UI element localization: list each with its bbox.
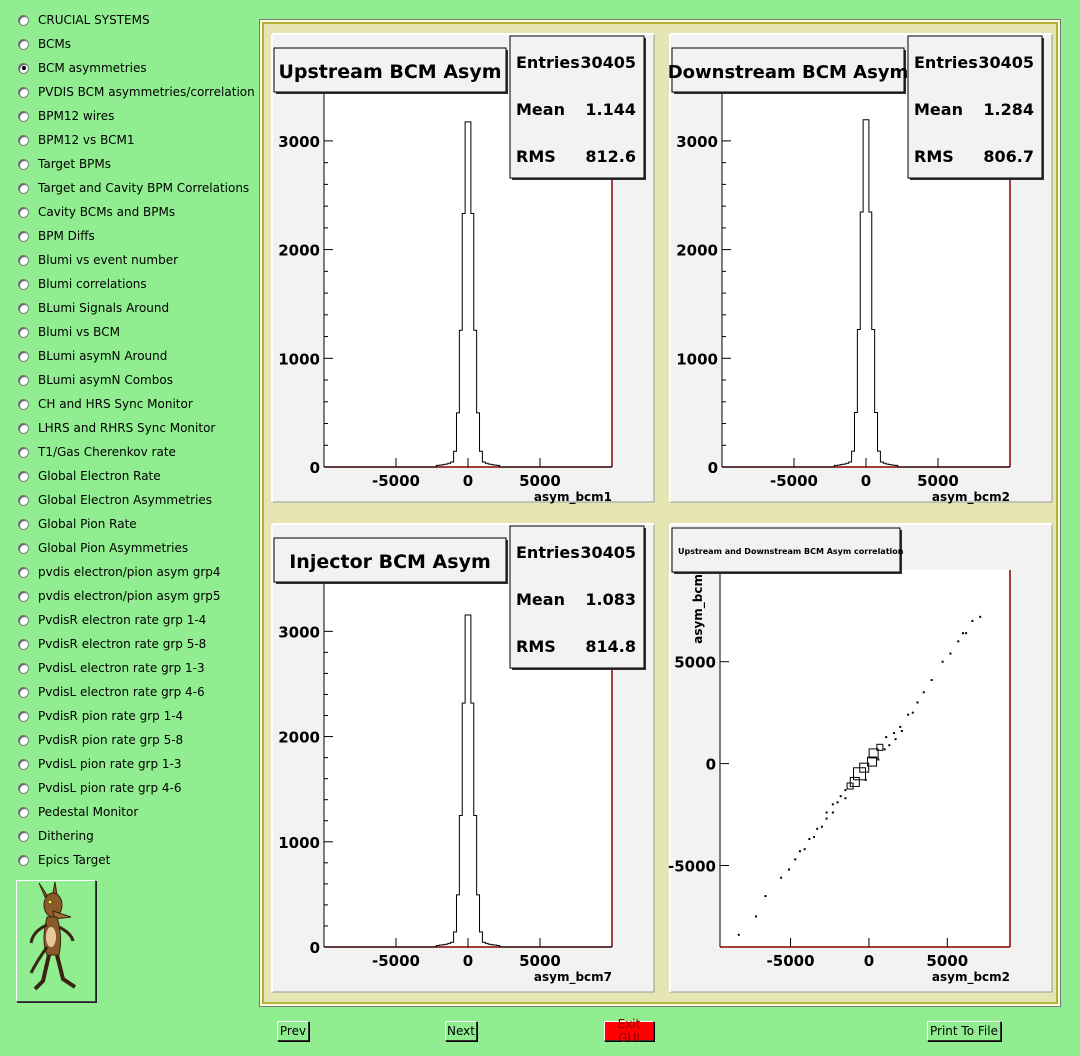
radio-item[interactable]	[18, 850, 110, 870]
radio-item[interactable]	[18, 562, 221, 582]
scatter-point	[764, 895, 766, 897]
radio-button[interactable]	[18, 135, 29, 146]
radio-label: Blumi vs BCM	[38, 325, 120, 339]
radio-item[interactable]	[18, 466, 161, 486]
scatter-point	[844, 797, 846, 799]
next-button[interactable]: Next	[445, 1021, 477, 1041]
radio-button[interactable]	[18, 639, 29, 650]
radio-label: BPM Diffs	[38, 229, 95, 243]
x-axis-label: asym_bcm1	[533, 490, 612, 504]
radio-item[interactable]	[18, 754, 182, 774]
stats-value-rms: 806.7	[983, 147, 1034, 166]
radio-button[interactable]	[18, 255, 29, 266]
radio-item[interactable]	[18, 490, 212, 510]
y-tick-label: 2000	[278, 241, 320, 260]
radio-label: Dithering	[38, 829, 94, 843]
stats-label-mean: Mean	[516, 100, 565, 119]
scatter-point	[949, 653, 951, 655]
scatter-point	[832, 803, 834, 805]
radio-button[interactable]	[18, 735, 29, 746]
radio-button[interactable]	[18, 591, 29, 602]
radio-button[interactable]	[18, 399, 29, 410]
radio-label: BLumi Signals Around	[38, 301, 170, 315]
scatter-point	[788, 869, 790, 871]
x-tick-label: 5000	[519, 472, 561, 490]
radio-label: PvdisL pion rate grp 4-6	[38, 781, 182, 795]
radio-button[interactable]	[18, 687, 29, 698]
radio-item[interactable]	[18, 802, 138, 822]
radio-label: BCMs	[38, 37, 72, 51]
y-tick-label: -5000	[668, 857, 716, 876]
scatter-point	[917, 701, 919, 703]
radio-item[interactable]	[18, 322, 120, 342]
radio-item[interactable]	[18, 250, 178, 270]
radio-label: BCM asymmetries	[38, 61, 147, 75]
scatter-point	[837, 801, 839, 803]
radio-label: pvdis electron/pion asym grp5	[38, 589, 221, 603]
radio-button[interactable]	[18, 831, 29, 842]
radio-item[interactable]	[18, 634, 206, 654]
y-tick-label: 0	[309, 939, 320, 957]
radio-button[interactable]	[18, 207, 29, 218]
radio-label: Global Pion Asymmetries	[38, 541, 189, 555]
radio-button[interactable]	[18, 711, 29, 722]
radio-button[interactable]	[18, 567, 29, 578]
scatter-point	[804, 848, 806, 850]
scatter-point	[816, 828, 818, 830]
scatter-point	[780, 877, 782, 879]
radio-item[interactable]	[18, 442, 176, 462]
radio-item[interactable]	[18, 58, 147, 78]
radio-item[interactable]	[18, 274, 147, 294]
y-tick-label: 0	[309, 459, 320, 477]
root-canvas[interactable]	[262, 22, 1058, 1004]
scatter-point	[888, 744, 890, 746]
radio-item[interactable]	[18, 34, 71, 54]
scatter-point	[808, 838, 810, 840]
radio-item[interactable]	[18, 394, 193, 414]
scatter-point	[895, 738, 897, 740]
scatter-point	[885, 736, 887, 738]
stats-value-mean: 1.144	[585, 100, 636, 119]
x-tick-label: -5000	[770, 472, 818, 490]
radio-label: BLumi asymN Around	[38, 349, 168, 363]
scatter-point	[865, 779, 867, 781]
coyote-mascot-image	[16, 880, 96, 1002]
radio-item[interactable]	[18, 202, 175, 222]
y-tick-label: 3000	[278, 623, 320, 642]
radio-label: LHRS and RHRS Sync Monitor	[38, 421, 216, 435]
canvas-frame	[259, 19, 1061, 1007]
radio-button[interactable]	[18, 111, 29, 122]
radio-label: BPM12 vs BCM1	[38, 133, 135, 147]
plot-area	[720, 570, 1010, 947]
radio-item[interactable]	[18, 418, 215, 438]
radio-item[interactable]	[18, 370, 173, 390]
radio-label: Global Pion Rate	[38, 517, 137, 531]
radio-item[interactable]	[18, 586, 221, 606]
radio-label: Global Electron Rate	[38, 469, 161, 483]
radio-label: Blumi correlations	[38, 277, 147, 291]
scatter-point	[884, 748, 886, 750]
radio-button[interactable]	[18, 39, 29, 50]
stats-value-entries: 30405	[580, 53, 636, 72]
radio-label: Target and Cavity BPM Correlations	[38, 181, 250, 195]
stats-label-mean: Mean	[516, 590, 565, 609]
radio-item[interactable]	[18, 178, 249, 198]
radio-button[interactable]	[18, 303, 29, 314]
radio-item[interactable]	[18, 226, 95, 246]
x-tick-label: 0	[462, 952, 474, 970]
radio-label: Blumi vs event number	[38, 253, 179, 267]
radio-label: PVDIS BCM asymmetries/correlation	[38, 85, 255, 99]
radio-label: PvdisL electron rate grp 1-3	[38, 661, 205, 675]
radio-button[interactable]	[18, 375, 29, 386]
radio-button[interactable]	[18, 471, 29, 482]
scatter-point	[899, 726, 901, 728]
y-tick-label: 0	[705, 755, 716, 774]
radio-label: T1/Gas Cherenkov rate	[38, 445, 176, 459]
scatter-point	[962, 632, 964, 634]
radio-label: CRUCIAL SYSTEMS	[38, 13, 150, 27]
stats-value-entries: 30405	[978, 53, 1034, 72]
radio-label: Epics Target	[38, 853, 111, 867]
radio-item[interactable]	[18, 730, 183, 750]
radio-item[interactable]	[18, 538, 188, 558]
radio-item[interactable]	[18, 778, 182, 798]
y-tick-label: 1000	[676, 350, 718, 369]
scatter-point	[912, 712, 914, 714]
radio-button[interactable]	[18, 327, 29, 338]
radio-button[interactable]	[18, 543, 29, 554]
scatter-point	[893, 732, 895, 734]
radio-label: BLumi asymN Combos	[38, 373, 173, 387]
stats-value-rms: 812.6	[585, 147, 636, 166]
radio-item[interactable]	[18, 346, 167, 366]
radio-button[interactable]	[18, 447, 29, 458]
scatter-point	[923, 691, 925, 693]
y-tick-label: 1000	[278, 833, 320, 852]
scatter-point	[821, 826, 823, 828]
radio-item[interactable]	[18, 106, 114, 126]
radio-button[interactable]	[18, 159, 29, 170]
y-tick-label: 3000	[676, 132, 718, 151]
x-tick-label: -5000	[766, 952, 815, 970]
radio-label: CH and HRS Sync Monitor	[38, 397, 193, 411]
scatter-point	[901, 730, 903, 732]
radio-item[interactable]	[18, 826, 94, 846]
x-tick-label: 0	[462, 472, 474, 490]
scatter-point	[957, 640, 959, 642]
stats-label-rms: RMS	[516, 637, 556, 656]
chart-title: Downstream BCM Asym	[667, 62, 909, 83]
radio-button[interactable]	[18, 759, 29, 770]
y-tick-label: 5000	[674, 653, 716, 672]
exit-gui-button[interactable]: Exit GUI	[604, 1021, 654, 1041]
radio-button[interactable]	[18, 279, 29, 290]
radio-label: PvdisR pion rate grp 1-4	[38, 709, 184, 723]
stats-label-entries: Entries	[516, 53, 580, 72]
x-axis-label: asym_bcm2	[931, 490, 1010, 504]
x-axis-label: asym_bcm7	[533, 970, 612, 984]
y-tick-label: 0	[707, 459, 718, 477]
radio-item[interactable]	[18, 130, 134, 150]
scatter-point	[738, 934, 740, 936]
radio-label: pvdis electron/pion asym grp4	[38, 565, 221, 579]
scatter-point	[979, 616, 981, 618]
x-tick-label: 0	[863, 952, 875, 970]
radio-item[interactable]	[18, 10, 150, 30]
radio-item[interactable]	[18, 154, 111, 174]
x-tick-label: -5000	[372, 952, 420, 970]
radio-button[interactable]	[18, 183, 29, 194]
chart-title: Upstream and Downstream BCM Asym correlation	[678, 547, 904, 556]
scatter-point	[794, 858, 796, 860]
scatter-point	[971, 620, 973, 622]
y-tick-label: 2000	[278, 728, 320, 747]
scatter-point	[832, 812, 834, 814]
radio-item[interactable]	[18, 82, 255, 102]
scatter-point	[799, 850, 801, 852]
stats-label-mean: Mean	[914, 100, 963, 119]
radio-button[interactable]	[18, 231, 29, 242]
chart-title: Injector BCM Asym	[289, 551, 491, 573]
stats-value-entries: 30405	[580, 543, 636, 562]
radio-button[interactable]	[18, 351, 29, 362]
prev-button[interactable]: Prev	[277, 1021, 309, 1041]
radio-label: PvdisR electron rate grp 5-8	[38, 637, 207, 651]
scatter-point	[877, 759, 879, 761]
print-to-file-button[interactable]: Print To File	[927, 1021, 1001, 1041]
y-tick-label: 1000	[278, 350, 320, 369]
stats-label-entries: Entries	[516, 543, 580, 562]
radio-label: PvdisL electron rate grp 4-6	[38, 685, 205, 699]
y-axis-label: asym_bcm	[691, 574, 705, 644]
scatter-point	[826, 812, 828, 814]
scatter-point	[931, 679, 933, 681]
radio-button[interactable]	[18, 855, 29, 866]
x-axis-label: asym_bcm2	[931, 970, 1010, 984]
stats-label-rms: RMS	[516, 147, 556, 166]
radio-label: PvdisL pion rate grp 1-3	[38, 757, 182, 771]
radio-label: Global Electron Asymmetries	[38, 493, 213, 507]
radio-button[interactable]	[18, 423, 29, 434]
radio-label: Target BPMs	[38, 157, 112, 171]
radio-button[interactable]	[18, 495, 29, 506]
radio-button[interactable]	[18, 615, 29, 626]
x-tick-label: 5000	[519, 952, 561, 970]
chart-title: Upstream BCM Asym	[278, 61, 502, 83]
radio-button[interactable]	[18, 15, 29, 26]
stats-label-entries: Entries	[914, 53, 978, 72]
scatter-point	[840, 795, 842, 797]
radio-button[interactable]	[18, 783, 29, 794]
x-tick-label: 5000	[917, 472, 959, 490]
stats-value-mean: 1.083	[585, 590, 636, 609]
coyote-icon	[17, 881, 95, 1001]
radio-button[interactable]	[18, 87, 29, 98]
stats-value-mean: 1.284	[983, 100, 1034, 119]
radio-label: PvdisR electron rate grp 1-4	[38, 613, 207, 627]
scatter-point	[907, 714, 909, 716]
radio-label: Pedestal Monitor	[38, 805, 139, 819]
radio-button[interactable]	[18, 663, 29, 674]
scatter-point	[942, 661, 944, 663]
y-tick-label: 3000	[278, 132, 320, 151]
radio-item[interactable]	[18, 682, 205, 702]
radio-label: PvdisR pion rate grp 5-8	[38, 733, 184, 747]
plot-canvas-svg	[264, 24, 1056, 1002]
radio-button[interactable]	[18, 519, 29, 530]
scatter-point	[844, 789, 846, 791]
stats-label-rms: RMS	[914, 147, 954, 166]
stats-value-rms: 814.8	[585, 637, 636, 656]
radio-item[interactable]	[18, 706, 183, 726]
radio-item[interactable]	[18, 610, 206, 630]
x-tick-label: -5000	[372, 472, 420, 490]
radio-label: BPM12 wires	[38, 109, 115, 123]
scatter-point	[813, 836, 815, 838]
y-tick-label: 2000	[676, 241, 718, 260]
x-tick-label: 5000	[926, 952, 969, 970]
scatter-point	[965, 632, 967, 634]
x-tick-label: 0	[860, 472, 872, 490]
radio-item[interactable]	[18, 514, 137, 534]
radio-button-selected[interactable]	[18, 63, 29, 74]
radio-item[interactable]	[18, 298, 169, 318]
radio-item[interactable]	[18, 658, 205, 678]
radio-button[interactable]	[18, 807, 29, 818]
scatter-point	[826, 818, 828, 820]
scatter-point	[755, 915, 757, 917]
radio-label: Cavity BCMs and BPMs	[38, 205, 176, 219]
